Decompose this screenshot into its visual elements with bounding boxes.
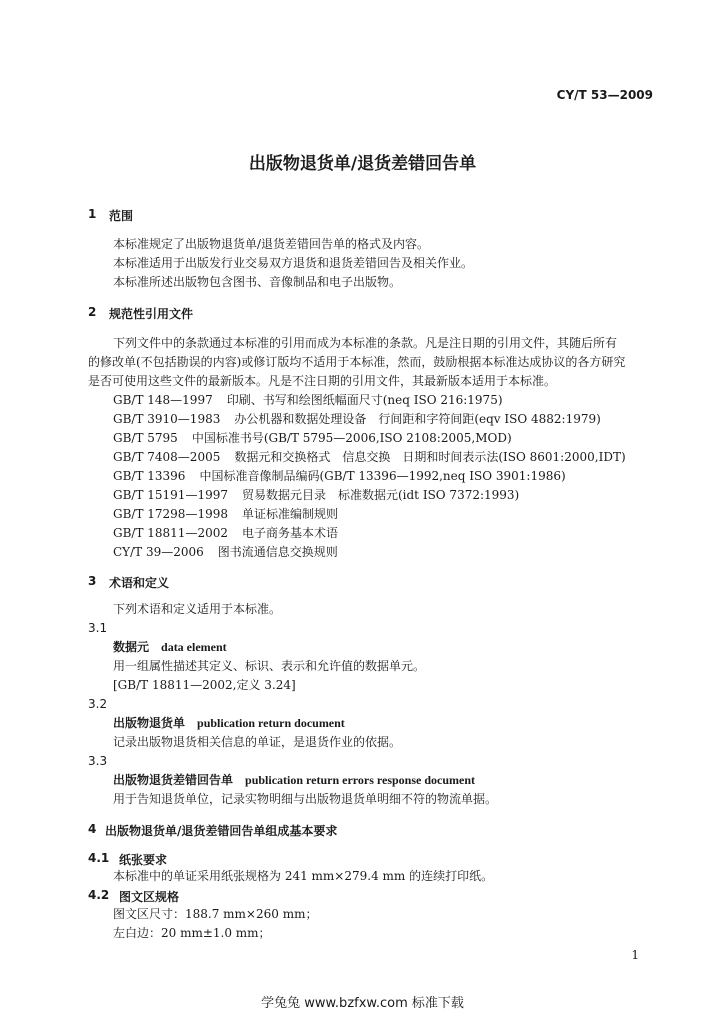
term-entry	[113, 640, 227, 655]
reference-code: CY/T 39—2006	[113, 545, 204, 559]
subsection-text: 左白边：20 mm±1.0 mm；	[113, 926, 271, 940]
reference-title: 办公机器和数据处理设备 行间距和字符间距(eqv ISO 4882:1979)	[234, 412, 601, 426]
term-english: data element	[161, 640, 227, 654]
reference-code: GB/T 7408—2005	[113, 450, 221, 464]
term-english: publication return document	[197, 716, 345, 730]
reference-title: 贸易数据元目录 标准数据元(idt ISO 7372:1993)	[241, 488, 520, 502]
section-2-intro: 的修改单(不包括勘误的内容)或修订版均不适用于本标准，然而，鼓励根据本标准达成协议的各方研究	[88, 355, 626, 369]
section-4-number: 4	[88, 822, 97, 836]
reference-code: GB/T 3910—1983	[113, 412, 221, 426]
subsection-text: 本标准中的单证采用纸张规格为 241 mm×279.4 mm 的连续打印纸。	[113, 869, 494, 883]
subsection-heading: 纸张要求	[119, 853, 168, 867]
term-number: 3.3	[88, 754, 108, 768]
reference-item	[113, 488, 519, 503]
section-1-paragraph: 本标准适用于出版发行业交易双方退货和退货差错回告及相关作业。	[113, 256, 474, 270]
subsection-heading: 图文区规格	[119, 890, 180, 904]
footer-watermark: 学兔兔 www.bzfxw.com 标准下载	[261, 996, 464, 1011]
term-definition: 用于告知退货单位，记录实物明细与出版物退货单明细不符的物流单据。	[113, 792, 498, 806]
section-1-paragraph: 本标准规定了出版物退货单/退货差错回告单的格式及内容。	[113, 237, 430, 251]
standard-code: CY/T 53—2009	[556, 88, 653, 102]
term-english: publication return errors response document	[245, 773, 476, 787]
reference-code: GB/T 18811—2002	[113, 526, 228, 540]
page-number: 1	[631, 948, 639, 962]
term-name: 出版物退货差错回告单	[113, 773, 234, 787]
subsection-number: 4.1	[88, 851, 110, 865]
section-2-intro: 下列文件中的条款通过本标准的引用而成为本标准的条款。凡是注日期的引用文件，其随后所有	[113, 336, 618, 350]
section-2-heading: 规范性引用文件	[109, 307, 194, 321]
section-4-heading: 出版物退货单/退货差错回告单组成基本要求	[105, 824, 338, 838]
term-definition: 用一组属性描述其定义、标识、表示和允许值的数据单元。	[113, 659, 426, 673]
reference-item	[113, 393, 503, 408]
reference-title: 中国标准书号(GB/T 5795—2006,ISO 2108:2005,MOD)	[191, 431, 512, 445]
section-1-number: 1	[88, 207, 97, 221]
reference-title: 中国标准音像制品编码(GB/T 13396—1992,neq ISO 3901:1986)	[199, 469, 566, 483]
section-3-intro: 下列术语和定义适用于本标准。	[113, 602, 282, 616]
reference-title: 图书流通信息交换规则	[217, 545, 338, 559]
section-2-intro: 是否可使用这些文件的最新版本。凡是不注日期的引用文件，其最新版本适用于本标准。	[88, 374, 557, 388]
subsection-text: 图文区尺寸：188.7 mm×260 mm；	[113, 907, 318, 921]
document-title: 出版物退货单/退货差错回告单	[248, 154, 477, 174]
term-number: 3.1	[88, 621, 108, 635]
term-number: 3.2	[88, 697, 108, 711]
term-name: 出版物退货单	[113, 716, 186, 730]
term-definition: 记录出版物退货相关信息的单证，是退货作业的依据。	[113, 735, 402, 749]
section-3-number: 3	[88, 574, 97, 588]
reference-title: 电子商务基本术语	[241, 526, 338, 540]
reference-code: GB/T 148—1997	[113, 393, 213, 407]
section-2-number: 2	[88, 305, 97, 319]
reference-item	[113, 507, 338, 522]
reference-code: GB/T 5795	[113, 431, 178, 445]
reference-title: 数据元和交换格式 信息交换 日期和时间表示法(ISO 8601:2000,IDT)	[234, 450, 626, 464]
reference-code: GB/T 17298—1998	[113, 507, 228, 521]
term-entry	[113, 716, 345, 731]
reference-item	[113, 412, 601, 427]
term-name: 数据元	[113, 640, 150, 654]
reference-item	[113, 469, 566, 484]
reference-title: 印刷、书写和绘图纸幅面尺寸(neq ISO 216:1975)	[226, 393, 503, 407]
reference-code: GB/T 15191—1997	[113, 488, 228, 502]
section-1-heading: 范围	[109, 209, 134, 223]
term-entry	[113, 773, 475, 788]
term-source: [GB/T 18811—2002,定义 3.24]	[113, 678, 296, 692]
reference-code: GB/T 13396	[113, 469, 186, 483]
section-3-heading: 术语和定义	[109, 576, 170, 590]
section-1-paragraph: 本标准所述出版物包含图书、音像制品和电子出版物。	[113, 275, 402, 289]
subsection-number: 4.2	[88, 888, 110, 902]
reference-item	[113, 526, 338, 541]
reference-item	[113, 545, 338, 560]
reference-title: 单证标准编制规则	[241, 507, 338, 521]
reference-item	[113, 450, 626, 465]
reference-item	[113, 431, 512, 446]
